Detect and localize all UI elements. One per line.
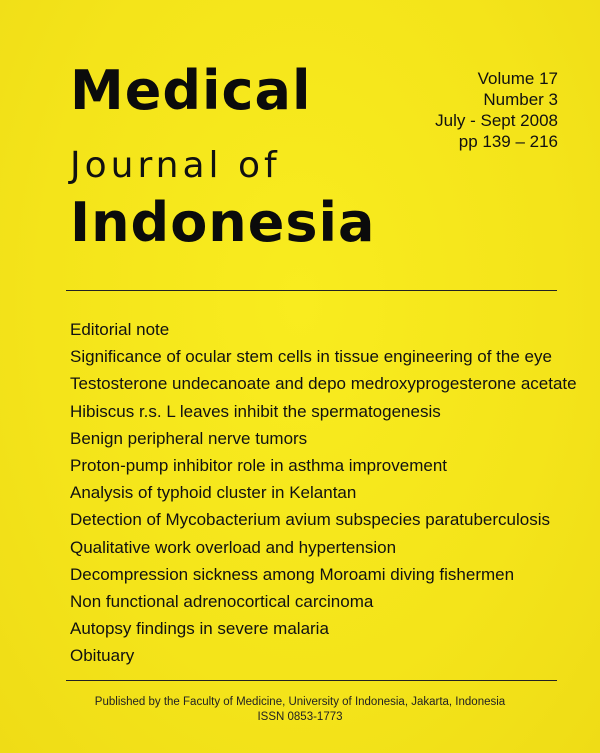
- contents-item: Hibiscus r.s. L leaves inhibit the spermatogenesis: [70, 401, 441, 421]
- issue-pages: pp 139 – 216: [458, 132, 558, 151]
- bottom-divider: [66, 680, 557, 681]
- issue-date: July - Sept 2008: [435, 111, 558, 130]
- publisher-line: Published by the Faculty of Medicine, University of Indonesia, Jakarta, Indonesia: [94, 696, 506, 708]
- publisher-info: [0, 695, 600, 725]
- contents-item: Proton-pump inhibitor role in asthma improvement: [70, 455, 448, 475]
- issue-volume: Volume 17: [477, 69, 558, 88]
- contents-item: Editorial note: [70, 320, 170, 339]
- issue-number: Number 3: [483, 90, 558, 109]
- contents-item: Decompression sickness among Moroami diving fishermen: [70, 564, 515, 584]
- title-indonesia: Indonesia: [70, 191, 376, 254]
- contents-item: Qualitative work overload and hypertension: [70, 537, 397, 557]
- contents-item: Analysis of typhoid cluster in Kelantan: [70, 483, 357, 503]
- title-medical: Medical: [70, 59, 312, 122]
- contents-item: Detection of Mycobacterium avium subspecies paratuberculosis: [70, 510, 551, 530]
- issn: ISSN 0853-1773: [257, 711, 343, 723]
- contents-item: Obituary: [70, 646, 135, 666]
- contents-item: Autopsy findings in severe malaria: [70, 619, 329, 639]
- contents-item: Significance of ocular stem cells in tissue engineering of the eye: [70, 347, 552, 367]
- title-journal-of: Journal of: [70, 145, 281, 186]
- top-divider: [66, 290, 557, 291]
- issue-info: [435, 68, 558, 152]
- contents-item: Benign peripheral nerve tumors: [70, 428, 308, 448]
- contents-list: [70, 316, 577, 669]
- contents-item: Testosterone undecanoate and depo medroxyprogesterone acetate: [70, 374, 577, 394]
- contents-item: Non functional adrenocortical carcinoma: [70, 591, 374, 611]
